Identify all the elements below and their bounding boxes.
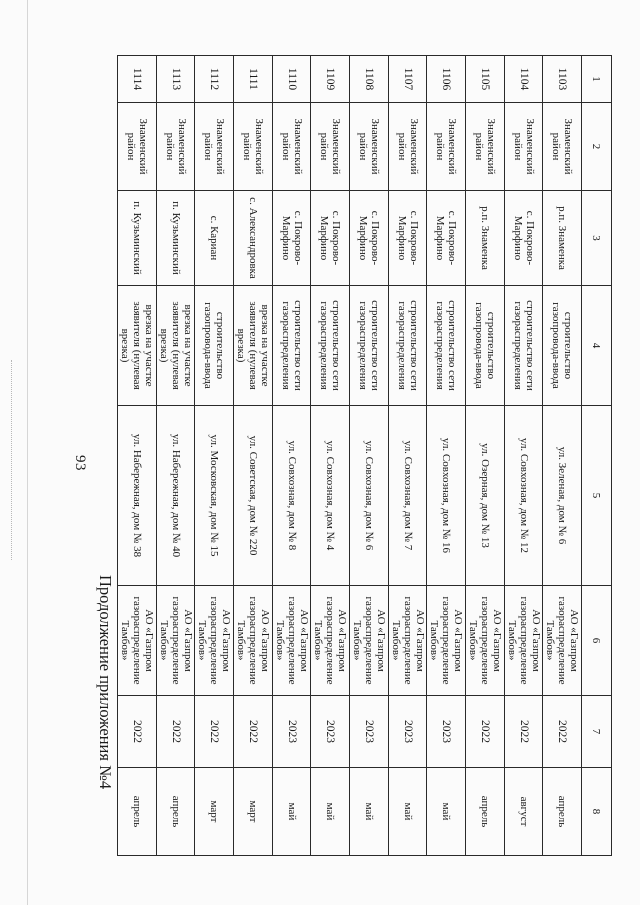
table-cell: Знаменский район [388,103,427,191]
table-body [118,56,582,856]
table-cell: строительство сети газораспределения [504,286,543,406]
table-row [272,56,311,856]
column-header: 4 [582,286,612,406]
table-cell: Знаменский район [156,103,195,191]
table-row [156,56,195,856]
table-cell: АО «Газпром газораспределение Тамбов» [388,586,427,696]
table-cell: 1103 [543,56,582,103]
table-cell: 1114 [118,56,157,103]
table-row [466,56,505,856]
table-cell: с. Покрово-Марфино [427,191,466,286]
table-cell: Знаменский район [118,103,157,191]
table-cell: май [388,768,427,856]
table-cell: п. Кузьминский [156,191,195,286]
table-row [311,56,350,856]
table-cell: 1104 [504,56,543,103]
table-cell: май [272,768,311,856]
table-cell: АО «Газпром газораспределение Тамбов» [156,586,195,696]
table-cell: строительство сети газораспределения [311,286,350,406]
table-cell: 2022 [234,696,273,768]
gas-connection-schedule-table [117,55,612,856]
table-row [388,56,427,856]
table-cell: 2022 [195,696,234,768]
column-header: 1 [582,56,612,103]
table-cell: строительство сети газораспределения [388,286,427,406]
column-header: 2 [582,103,612,191]
table-cell: АО «Газпром газораспределение Тамбов» [234,586,273,696]
table-cell: апрель [466,768,505,856]
table-cell: 2022 [118,696,157,768]
table-cell: Знаменский район [466,103,505,191]
table-cell: р.п. Знаменка [466,191,505,286]
table-cell: ул. Набережная, дом № 40 [156,406,195,586]
table-cell: апрель [543,768,582,856]
table-cell: ул. Совхозная, дом № 16 [427,406,466,586]
table-row [195,56,234,856]
table-cell: 2023 [350,696,389,768]
column-header: 5 [582,406,612,586]
table-cell: Знаменский район [311,103,350,191]
table-row [543,56,582,856]
table-cell: 1108 [350,56,389,103]
column-header: 3 [582,191,612,286]
table-cell: врезка на участке заявителя (нулевая врезка) [156,286,195,406]
table-cell: строительство сети газораспределения [427,286,466,406]
table-cell: Знаменский район [234,103,273,191]
table-cell: ул. Набережная, дом № 38 [118,406,157,586]
page-number: 93 [72,455,88,471]
table-cell: с. Покрово-Марфино [350,191,389,286]
table-row [504,56,543,856]
table-cell: 2022 [504,696,543,768]
table-cell: п. Кузьминский [118,191,157,286]
table-cell: 1106 [427,56,466,103]
table-cell: 2023 [272,696,311,768]
table-cell: с. Кариан [195,191,234,286]
table-cell: 1110 [272,56,311,103]
table-cell: р.п. Знаменка [543,191,582,286]
table-cell: АО «Газпром газораспределение Тамбов» [272,586,311,696]
table-cell: 2023 [427,696,466,768]
table-cell: 1107 [388,56,427,103]
table-cell: АО «Газпром газораспределение Тамбов» [118,586,157,696]
table-cell: ул. Совхозная, дом № 4 [311,406,350,586]
table-row [350,56,389,856]
table-cell: апрель [156,768,195,856]
table-row [118,56,157,856]
table-cell: 1113 [156,56,195,103]
table-cell: АО «Газпром газораспределение Тамбов» [311,586,350,696]
table-cell: ул. Совхозная, дом № 6 [350,406,389,586]
table-cell: врезка на участке заявителя (нулевая врезка) [234,286,273,406]
schedule-table-wrapper [117,55,612,855]
table-cell: с. Покрово-Марфино [272,191,311,286]
table-cell: врезка на участке заявителя (нулевая врезка) [118,286,157,406]
table-cell: ул. Совхозная, дом № 12 [504,406,543,586]
table-cell: ул. Московская, дом № 15 [195,406,234,586]
table-cell: 2023 [388,696,427,768]
table-cell: с. Александровка [234,191,273,286]
table-row [234,56,273,856]
table-cell: 1105 [466,56,505,103]
table-cell: Знаменский район [272,103,311,191]
table-cell: Знаменский район [543,103,582,191]
column-header: 7 [582,696,612,768]
table-cell: 2023 [311,696,350,768]
appendix-caption: Продолжение приложения №4 [96,575,115,790]
table-cell: строительство газопровода-ввода [543,286,582,406]
table-cell: 1109 [311,56,350,103]
table-cell: АО «Газпром газораспределение Тамбов» [427,586,466,696]
table-cell: с. Покрово-Марфино [388,191,427,286]
table-cell: АО «Газпром газораспределение Тамбов» [195,586,234,696]
table-cell: АО «Газпром газораспределение Тамбов» [350,586,389,696]
table-cell: ул. Зеленая, дом № 6 [543,406,582,586]
table-cell: май [311,768,350,856]
table-cell: строительство сети газораспределения [272,286,311,406]
table-cell: ул. Советская, дом № 220 [234,406,273,586]
table-cell: август [504,768,543,856]
table-cell: май [427,768,466,856]
table-cell: Знаменский район [195,103,234,191]
table-row [427,56,466,856]
table-cell: АО «Газпром газораспределение Тамбов» [504,586,543,696]
table-cell: строительство сети газораспределения [350,286,389,406]
column-header: 6 [582,586,612,696]
table-cell: Знаменский район [350,103,389,191]
table-cell: 2022 [156,696,195,768]
table-cell: 2022 [466,696,505,768]
table-cell: ул. Совхозная, дом № 8 [272,406,311,586]
table-cell: 2022 [543,696,582,768]
table-cell: ул. Совхозная, дом № 7 [388,406,427,586]
table-cell: с. Покрово-Марфино [504,191,543,286]
table-cell: ул. Озерная, дом № 13 [466,406,505,586]
table-cell: строительство газопровода-ввода [195,286,234,406]
header-row [582,56,612,856]
table-cell: АО «Газпром газораспределение Тамбов» [543,586,582,696]
scan-artifact-line [27,0,28,905]
table-cell: с. Покрово-Марфино [311,191,350,286]
table-cell: Знаменский район [427,103,466,191]
table-cell: 1112 [195,56,234,103]
table-cell: АО «Газпром газораспределение Тамбов» [466,586,505,696]
table-cell: март [234,768,273,856]
table-cell: апрель [118,768,157,856]
table-cell: строительство газопровода-ввода [466,286,505,406]
table-cell: март [195,768,234,856]
table-cell: Знаменский район [504,103,543,191]
scan-artifact-dots [10,360,12,560]
table-cell: май [350,768,389,856]
table-cell: 1111 [234,56,273,103]
column-header: 8 [582,768,612,856]
